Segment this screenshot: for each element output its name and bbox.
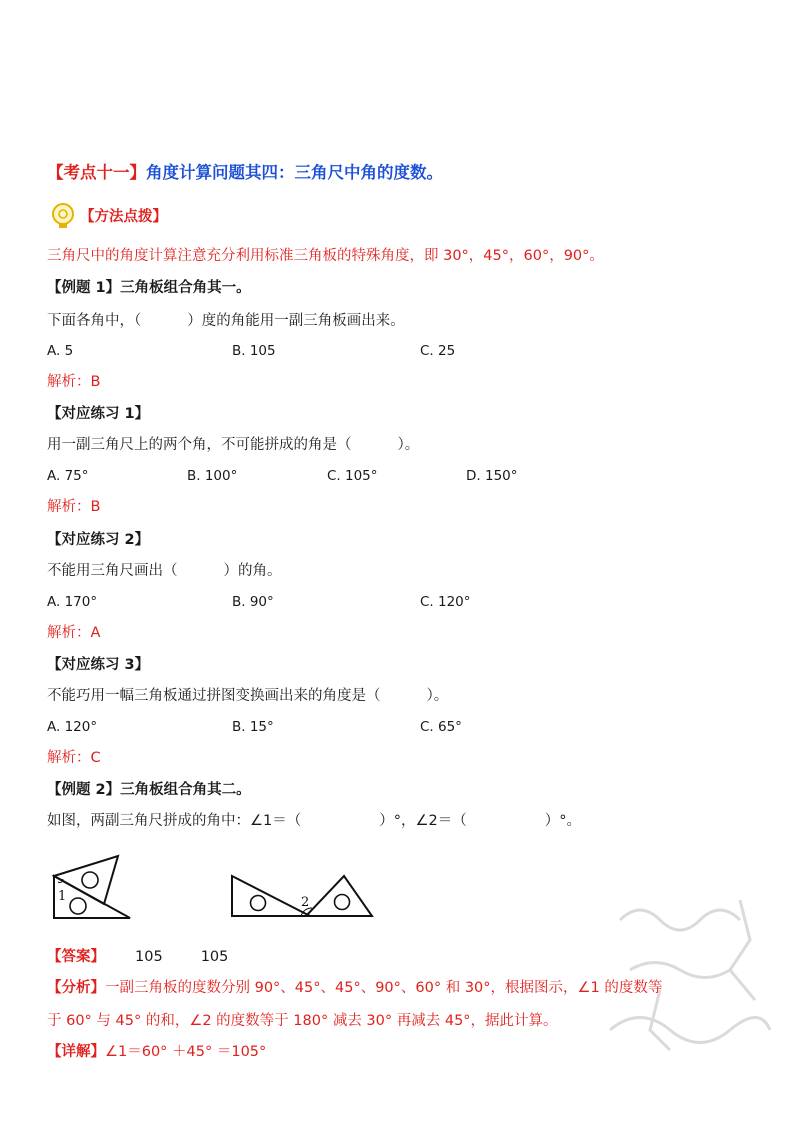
question-text-b: ）。: [397, 437, 420, 453]
triangle-figure-2: [228, 868, 378, 920]
practice-1-analysis: 解析：B: [47, 499, 101, 515]
option-b: B. 90°: [232, 594, 274, 610]
option-a: A. 120°: [47, 719, 98, 735]
practice-1-heading: 【对应练习 1】: [47, 406, 150, 422]
analysis-text-1: 一副三角板的度数分别 90°、45°、45°、90°、60° 和 30°，根据图示，∠1 的度数等: [105, 980, 663, 996]
section-heading: 角度计算问题其四：三角尺中角的度数。: [146, 163, 443, 182]
option-b: B. 105: [232, 343, 276, 359]
option-a: A. 75°: [47, 468, 89, 484]
watermark-stamp: [600, 880, 780, 1080]
analysis-line-1: [47, 978, 662, 998]
option-d: D. 150°: [466, 468, 518, 484]
angle-1-label: 1: [58, 889, 67, 904]
analysis-label: 【分析】: [47, 980, 105, 996]
practice-2-analysis: 解析：A: [47, 625, 101, 641]
option-b: B. 100°: [187, 468, 238, 484]
question-text-a: 用一副三角尺上的两个角，不可能拼成的角是（: [47, 437, 352, 453]
option-a: A. 170°: [47, 594, 98, 610]
section-bracket: 【考点十一】: [47, 163, 146, 182]
triangle-figure-1: [48, 852, 138, 924]
answer-line: [47, 947, 228, 967]
option-c: C. 65°: [420, 719, 462, 735]
method-label: 【方法点拨】: [80, 209, 167, 225]
method-text: 三角尺中的角度计算注意充分利用标准三角板的特殊角度，即 30°，45°，60°，90°。: [47, 248, 604, 264]
angle-2-label: 2: [301, 895, 310, 910]
practice-3-heading: 【对应练习 3】: [47, 657, 150, 673]
example-1-analysis: 解析：B: [47, 374, 101, 390]
answer-2: 105: [200, 949, 229, 965]
question-text-a: 下面各角中，（: [47, 313, 142, 329]
example-1-heading: 【例题 1】三角板组合角其一。: [47, 280, 251, 296]
question-text-a: 如图，两副三角尺拼成的角中：∠1＝（: [47, 813, 302, 829]
practice-3-question: [47, 686, 448, 706]
example-2-heading: 【例题 2】三角板组合角其二。: [47, 782, 251, 798]
option-c: C. 105°: [327, 468, 378, 484]
analysis-line-2: 于 60° 与 45° 的和，∠2 的度数等于 180° 减去 30° 再减去 45°，据此计算。: [47, 1013, 558, 1029]
option-c: C. 25: [420, 343, 456, 359]
option-c: C. 120°: [420, 594, 471, 610]
lightbulb-icon: [48, 201, 78, 231]
option-a: A. 5: [47, 343, 74, 359]
question-text-c: ）°。: [544, 813, 581, 829]
option-b: B. 15°: [232, 719, 274, 735]
practice-1-question: [47, 435, 419, 455]
question-text-b: ）度的角能用一副三角板画出来。: [187, 313, 405, 329]
practice-2-heading: 【对应练习 2】: [47, 532, 150, 548]
detail-label: 【详解】: [47, 1044, 105, 1060]
question-text-a: 不能巧用一幅三角板通过拼图变换画出来的角度是（: [47, 688, 381, 704]
question-text-b: ）的角。: [223, 563, 282, 579]
question-text-b: ）。: [426, 688, 449, 704]
detail-text: ∠1＝60° ＋45° ＝105°: [105, 1044, 267, 1060]
example-2-question: [47, 811, 581, 831]
question-text-b: ）°，∠2＝（: [379, 813, 467, 829]
answer-label: 【答案】: [47, 949, 105, 965]
example-1-question: [47, 311, 405, 331]
practice-2-question: [47, 561, 282, 581]
section-title: [47, 163, 443, 183]
practice-3-analysis: 解析：C: [47, 750, 101, 766]
detail-line: [47, 1042, 266, 1062]
question-text-a: 不能用三角尺画出（: [47, 563, 178, 579]
answer-1: 105: [135, 949, 163, 965]
